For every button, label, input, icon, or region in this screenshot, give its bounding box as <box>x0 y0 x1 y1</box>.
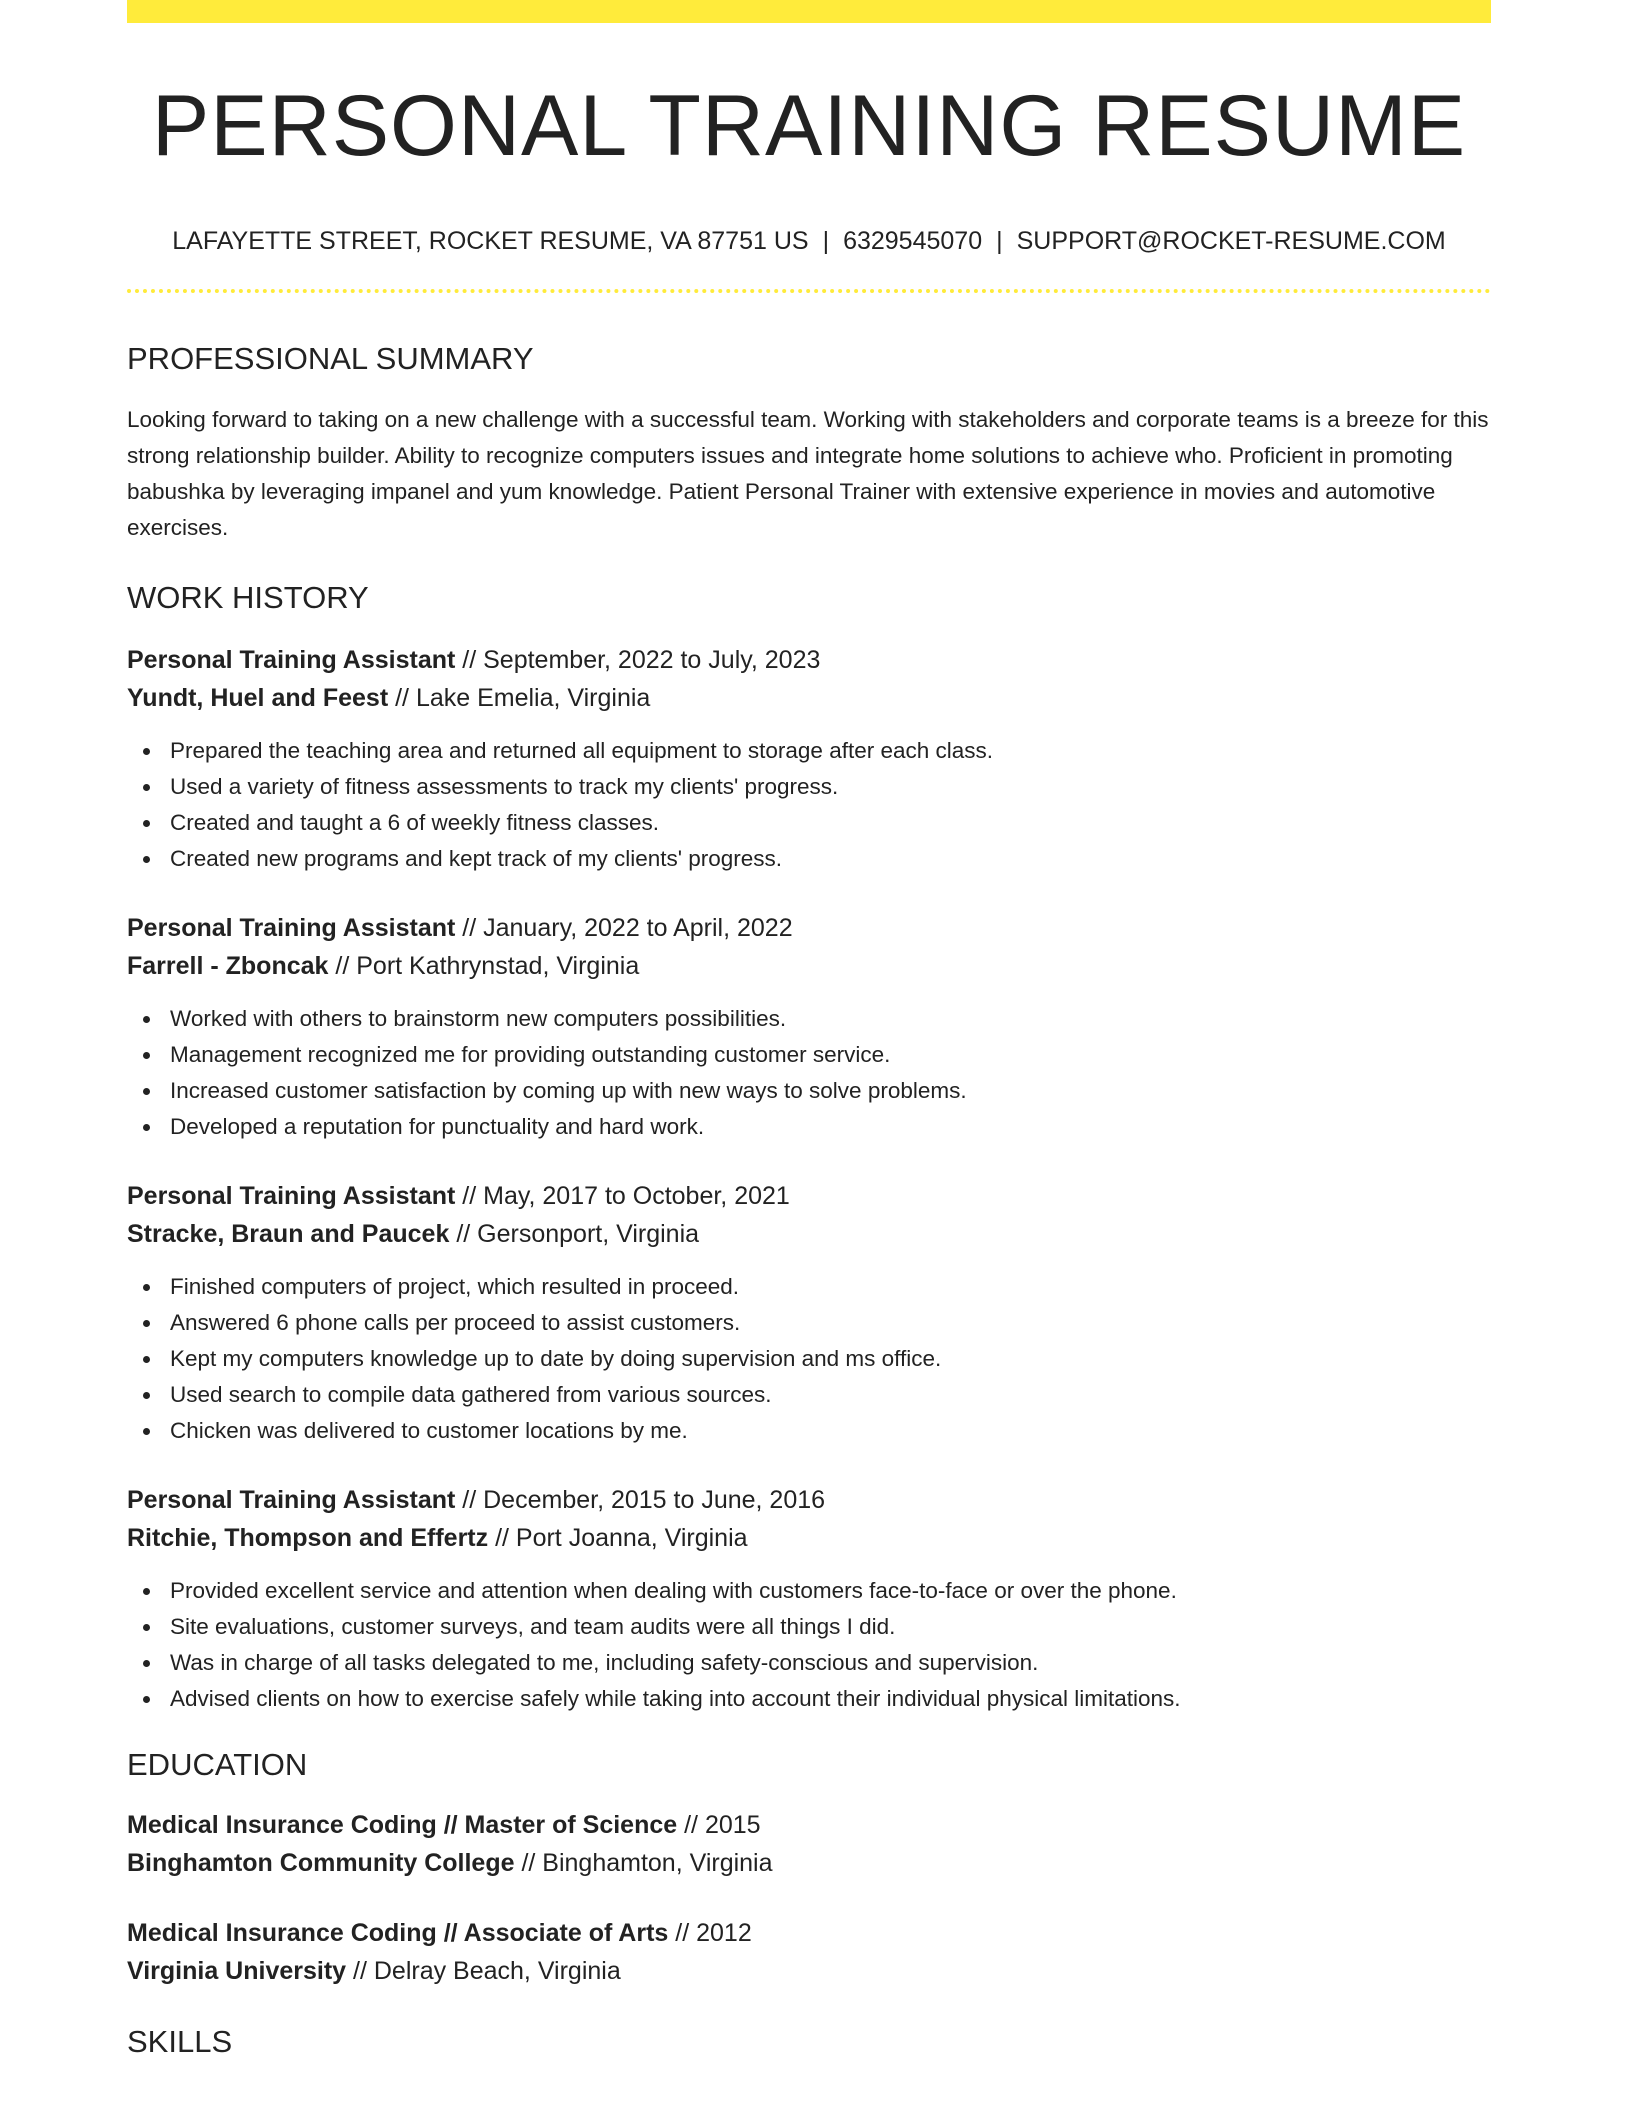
job-bullet-list <box>143 733 1491 877</box>
job-title-line <box>127 909 1491 947</box>
job-bullet: Provided excellent service and attention when dealing with customers face-to-face or over the phone. <box>143 1573 1491 1609</box>
job-bullet-list <box>143 1573 1491 1717</box>
job-bullet: Chicken was delivered to customer locations by me. <box>143 1413 1491 1449</box>
education-school: Binghamton Community College <box>127 1849 515 1877</box>
job-bullet: Created and taught a 6 of weekly fitness classes. <box>143 805 1491 841</box>
education-degree-line <box>127 1806 1491 1844</box>
education-degree: Medical Insurance Coding // Associate of Arts <box>127 1919 669 1947</box>
education-year: // 2012 <box>668 1919 752 1947</box>
job-bullet: Kept my computers knowledge up to date by doing supervision and ms office. <box>143 1341 1491 1377</box>
education-school-line <box>127 1844 1491 1882</box>
job-title-line <box>127 1481 1491 1519</box>
job-bullet: Answered 6 phone calls per proceed to assist customers. <box>143 1305 1491 1341</box>
job-company: Stracke, Braun and Paucek <box>127 1220 450 1248</box>
job-dates: // December, 2015 to June, 2016 <box>455 1486 826 1514</box>
job-bullet: Worked with others to brainstorm new computers possibilities. <box>143 1001 1491 1037</box>
job-dates: // May, 2017 to October, 2021 <box>455 1182 790 1210</box>
job-title: Personal Training Assistant <box>127 646 456 674</box>
contact-separator: | <box>822 227 830 255</box>
job-entry <box>127 909 1491 1145</box>
job-entry <box>127 1481 1491 1717</box>
education-year: // 2015 <box>677 1811 761 1839</box>
job-bullet: Used search to compile data gathered from various sources. <box>143 1377 1491 1413</box>
job-company-line <box>127 1215 1491 1253</box>
job-company-line <box>127 679 1491 717</box>
education-location: // Delray Beach, Virginia <box>346 1957 621 1985</box>
job-bullet: Was in charge of all tasks delegated to me, including safety-conscious and supervision. <box>143 1645 1491 1681</box>
education-school-line <box>127 1952 1491 1990</box>
job-company: Yundt, Huel and Feest <box>127 684 389 712</box>
job-title: Personal Training Assistant <box>127 914 456 942</box>
resume-title: PERSONAL TRAINING RESUME <box>151 78 1467 174</box>
contact-email: SUPPORT@ROCKET-RESUME.COM <box>1016 227 1446 255</box>
job-location: // Port Joanna, Virginia <box>488 1524 748 1552</box>
summary-heading: PROFESSIONAL SUMMARY <box>127 341 534 376</box>
contact-address: LAFAYETTE STREET, ROCKET RESUME, VA 87751 US <box>172 227 809 255</box>
job-entry <box>127 1177 1491 1449</box>
education-entry <box>127 1806 1491 1882</box>
contact-line <box>127 229 1491 254</box>
job-company-line <box>127 947 1491 985</box>
job-bullet: Developed a reputation for punctuality and hard work. <box>143 1109 1491 1145</box>
education-degree: Medical Insurance Coding // Master of Science <box>127 1811 678 1839</box>
job-bullet: Site evaluations, customer surveys, and team audits were all things I did. <box>143 1609 1491 1645</box>
job-bullet-list <box>143 1001 1491 1145</box>
skills-heading: SKILLS <box>127 2024 233 2059</box>
resume-page <box>127 0 1491 2057</box>
contact-phone: 6329545070 <box>843 227 983 255</box>
education-heading: EDUCATION <box>127 1747 308 1782</box>
job-location: // Gersonport, Virginia <box>449 1220 700 1248</box>
job-company-line <box>127 1519 1491 1557</box>
education-entry <box>127 1914 1491 1990</box>
job-bullet: Management recognized me for providing outstanding customer service. <box>143 1037 1491 1073</box>
job-entry <box>127 641 1491 877</box>
work-history-heading: WORK HISTORY <box>127 580 369 615</box>
job-location: // Lake Emelia, Virginia <box>388 684 651 712</box>
job-bullet: Created new programs and kept track of my clients' progress. <box>143 841 1491 877</box>
summary-text: Looking forward to taking on a new challenge with a successful team. Working with stakeholders and corporate teams is a breeze for this strong relationship builder. Ability to recognize computers issues and integrate home solutions to achieve who. Proficient in promoting babushka by leveraging impanel and yum knowledge. Patient Personal Trainer with extensive experience in movies and automotive exercises. <box>127 407 1489 540</box>
job-title: Personal Training Assistant <box>127 1486 456 1514</box>
job-bullet: Finished computers of project, which resulted in proceed. <box>143 1269 1491 1305</box>
job-location: // Port Kathrynstad, Virginia <box>328 952 640 980</box>
accent-bar <box>127 0 1491 23</box>
job-bullet: Increased customer satisfaction by coming up with new ways to solve problems. <box>143 1073 1491 1109</box>
job-bullet: Prepared the teaching area and returned all equipment to storage after each class. <box>143 733 1491 769</box>
job-title-line <box>127 1177 1491 1215</box>
education-degree-line <box>127 1914 1491 1952</box>
job-company: Ritchie, Thompson and Effertz <box>127 1524 489 1552</box>
job-title-line <box>127 641 1491 679</box>
job-dates: // September, 2022 to July, 2023 <box>455 646 821 674</box>
job-company: Farrell - Zboncak <box>127 952 329 980</box>
job-bullet-list <box>143 1269 1491 1449</box>
job-dates: // January, 2022 to April, 2022 <box>455 914 793 942</box>
job-title: Personal Training Assistant <box>127 1182 456 1210</box>
job-bullet: Used a variety of fitness assessments to track my clients' progress. <box>143 769 1491 805</box>
job-bullet: Advised clients on how to exercise safely while taking into account their individual physical limitations. <box>143 1681 1491 1717</box>
education-school: Virginia University <box>127 1957 347 1985</box>
dotted-divider <box>127 289 1491 293</box>
education-location: // Binghamton, Virginia <box>514 1849 773 1877</box>
contact-separator: | <box>996 227 1003 255</box>
